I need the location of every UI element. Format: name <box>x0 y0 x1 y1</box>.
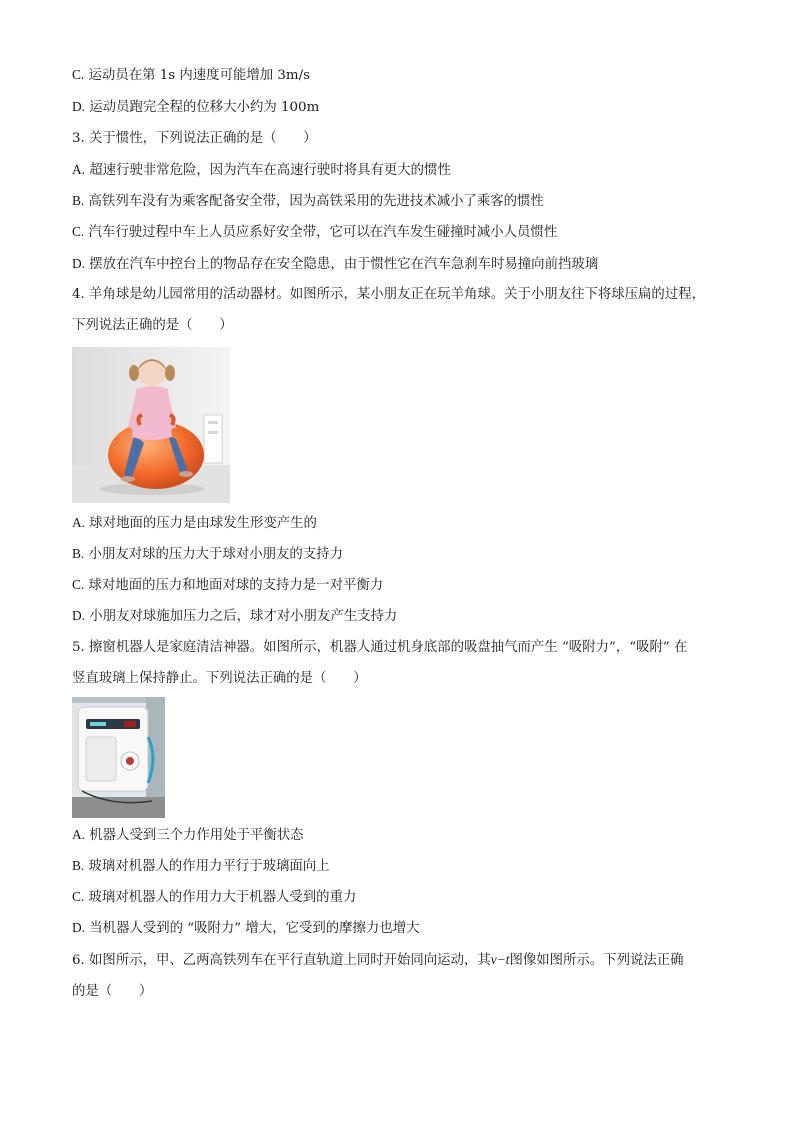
q3-option-c <box>72 223 557 242</box>
q4-option-b <box>72 545 343 564</box>
q4-option-a <box>72 514 317 533</box>
option-text: 运动员跑完全程的位移大小约为 100m <box>89 100 320 115</box>
option-letter: B. <box>72 193 85 208</box>
q5-option-a <box>72 826 304 845</box>
option-text: 机器人受到三个力作用处于平衡状态 <box>89 828 304 843</box>
q4-stem-line-1: 4. 羊角球是幼儿园常用的活动器材。如图所示，某小朋友正在玩羊角球。关于小朋友往下将球压扁的过程， <box>72 287 705 302</box>
q6-vt-symbol: v−t <box>490 952 510 967</box>
option-text: 运动员在第 1s 内速度可能增加 3m/s <box>88 68 310 83</box>
option-letter: C. <box>72 577 85 592</box>
option-letter: D. <box>72 920 86 935</box>
q6-stem-line-1 <box>72 951 684 970</box>
option-text: 超速行驶非常危险，因为汽车在高速行驶时将具有更大的惯性 <box>89 163 451 178</box>
option-text: 球对地面的压力是由球发生形变产生的 <box>89 516 317 531</box>
girl-on-hopper-ball-photo <box>72 347 230 503</box>
q5-option-d <box>72 919 419 938</box>
option-text: 当机器人受到的 “吸附力” 增大，它受到的摩擦力也增大 <box>89 921 420 936</box>
q5-stem-line-2: 竖直玻璃上保持静止。下列说法正确的是（ ） <box>72 671 367 686</box>
option-letter: C. <box>72 67 85 82</box>
option-letter: A. <box>72 515 86 530</box>
q3-option-a <box>72 161 451 180</box>
q4-option-c <box>72 576 383 595</box>
option-letter: B. <box>72 858 85 873</box>
option-text: 玻璃对机器人的作用力平行于玻璃面向上 <box>88 859 330 874</box>
window-cleaning-robot-illustration <box>72 697 165 818</box>
option-letter: B. <box>72 546 85 561</box>
option-letter: C. <box>72 889 85 904</box>
option-text: 玻璃对机器人的作用力大于机器人受到的重力 <box>88 890 357 905</box>
q3-option-b <box>72 192 544 211</box>
q6-stem-text-a: 6. 如图所示，甲、乙两高铁列车在平行直轨道上同时开始同向运动，其 <box>72 953 491 968</box>
q4-stem-line-2: 下列说法正确的是（ ） <box>72 318 233 333</box>
option-text: 摆放在汽车中控台上的物品存在安全隐患，由于惯性它在汽车急刹车时易撞向前挡玻璃 <box>89 257 599 272</box>
q2-option-c <box>72 66 310 85</box>
option-letter: D. <box>72 99 86 114</box>
q6-stem-line-2: 的是（ ） <box>72 984 153 999</box>
q6-stem-text-b: 图像如图所示。下列说法正确 <box>509 953 684 968</box>
q2-option-d <box>72 98 319 117</box>
q5-option-c <box>72 888 356 907</box>
girl-on-hopper-ball-illustration <box>72 347 230 503</box>
option-text: 汽车行驶过程中车上人员应系好安全带，它可以在汽车发生碰撞时减小人员惯性 <box>88 225 558 240</box>
option-text: 高铁列车没有为乘客配备安全带，因为高铁采用的先进技术减小了乘客的惯性 <box>88 194 544 209</box>
option-text: 小朋友对球施加压力之后，球才对小朋友产生支持力 <box>89 609 398 624</box>
q5-stem-line-1: 5. 擦窗机器人是家庭清洁神器。如图所示，机器人通过机身底部的吸盘抽气而产生 “吸附力”，“吸附” 在 <box>72 640 688 655</box>
option-letter: D. <box>72 256 86 271</box>
option-text: 小朋友对球的压力大于球对小朋友的支持力 <box>88 547 343 562</box>
option-letter: A. <box>72 162 86 177</box>
q4-option-d <box>72 607 397 626</box>
window-cleaning-robot-photo <box>72 697 165 818</box>
option-text: 球对地面的压力和地面对球的支持力是一对平衡力 <box>88 578 384 593</box>
option-letter: A. <box>72 827 86 842</box>
q3-stem: 3. 关于惯性，下列说法正确的是（ ） <box>72 131 317 146</box>
option-letter: C. <box>72 224 85 239</box>
q3-option-d <box>72 255 598 274</box>
option-letter: D. <box>72 608 86 623</box>
q5-option-b <box>72 857 330 876</box>
